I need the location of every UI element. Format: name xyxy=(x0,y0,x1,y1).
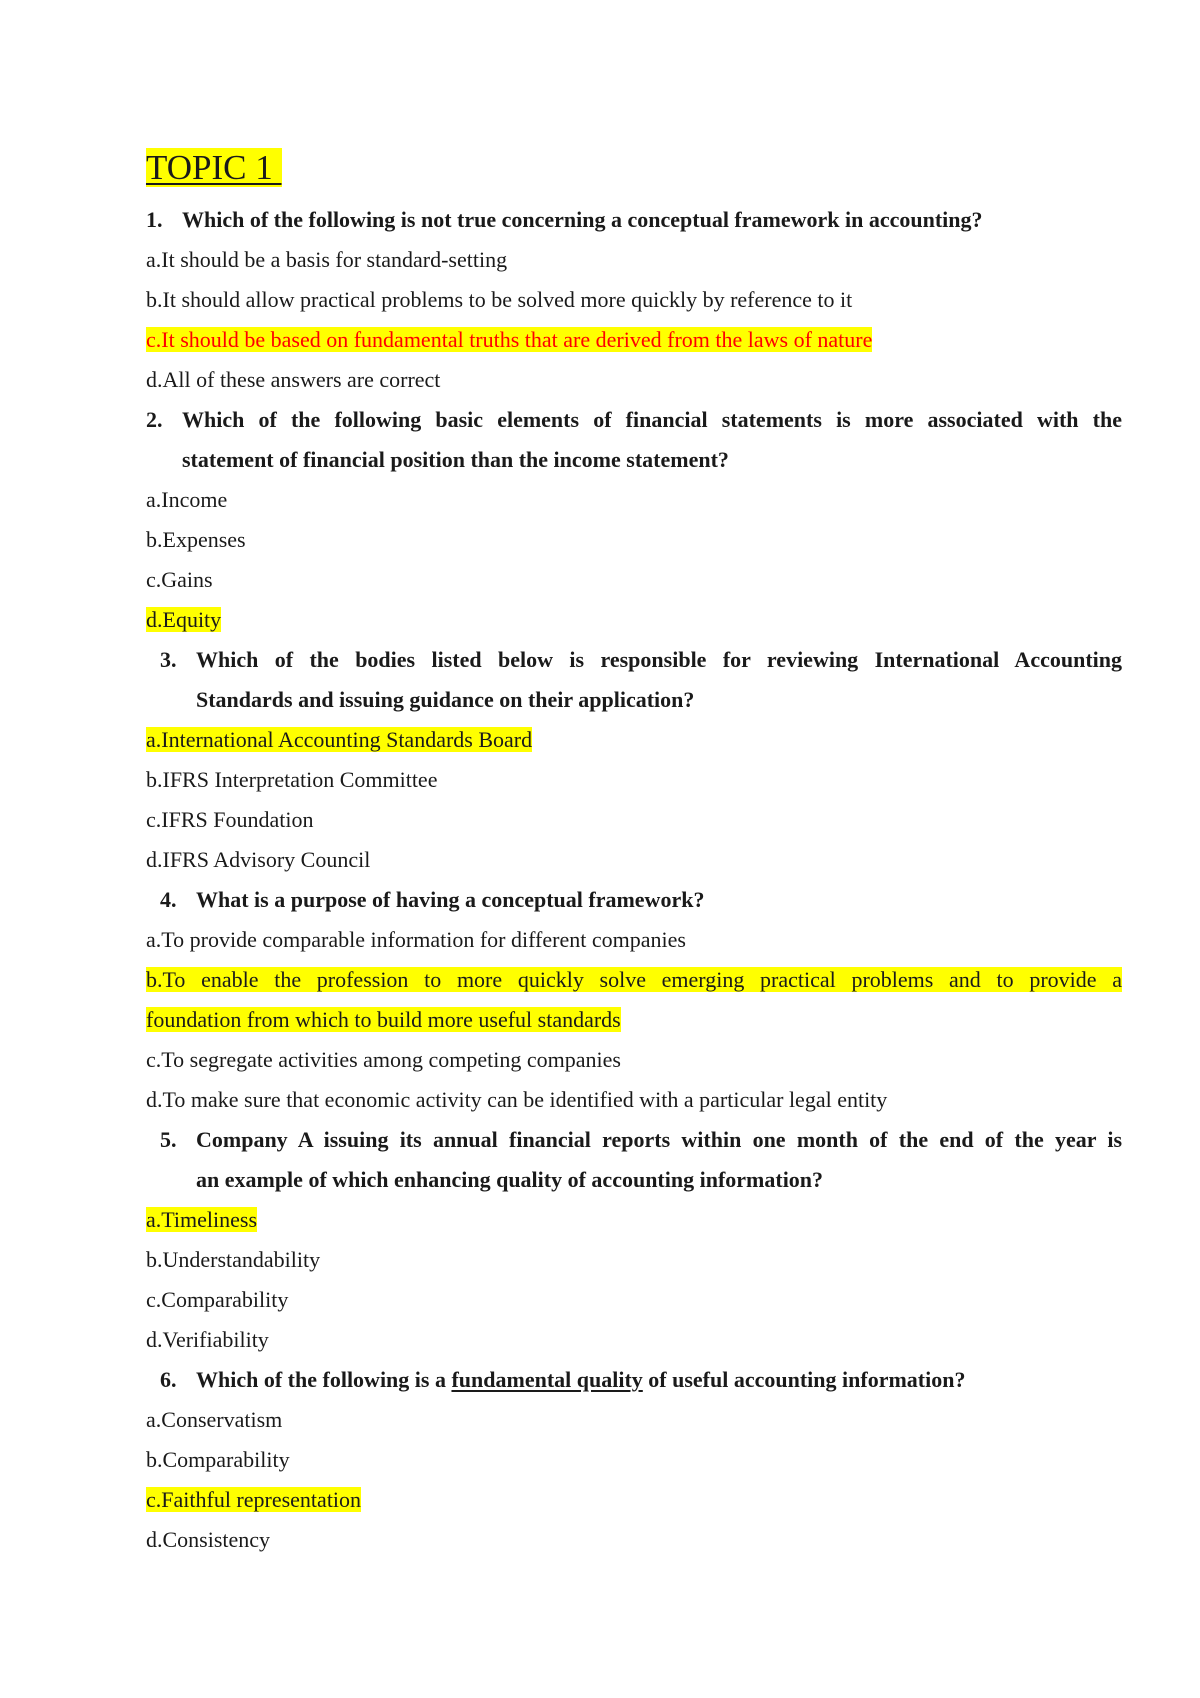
option-6a: a.Conservatism xyxy=(146,1407,283,1432)
option-5c: c.Comparability xyxy=(146,1287,289,1312)
question-number: 4. xyxy=(160,887,177,912)
question-text: Company A issuing its annual financial reports within one month of the end of the year is xyxy=(196,1127,1122,1152)
option-3d: d.IFRS Advisory Council xyxy=(146,847,371,872)
option-4d: d.To make sure that economic activity can be identified with a particular legal entity xyxy=(146,1087,888,1112)
option-4a: a.To provide comparable information for different companies xyxy=(146,927,686,952)
question-text-post: of useful accounting information? xyxy=(642,1367,966,1392)
option-4c: c.To segregate activities among competing companies xyxy=(146,1047,621,1072)
page-title xyxy=(146,146,282,190)
option-1b: b.It should allow practical problems to be solved more quickly by reference to it xyxy=(146,287,853,312)
option-2c: c.Gains xyxy=(146,567,213,592)
option-1c-answer: c.It should be based on fundamental truths that are derived from the laws of nature xyxy=(146,327,873,352)
question-6 xyxy=(160,1365,965,1395)
question-text: Which of the following is not true concerning a conceptual framework in accounting? xyxy=(182,207,983,232)
question-4 xyxy=(160,885,704,915)
question-number: 3. xyxy=(160,647,177,672)
option-6b: b.Comparability xyxy=(146,1447,290,1472)
option-5b: b.Understandability xyxy=(146,1247,321,1272)
question-2-continued: statement of financial position than the income statement? xyxy=(182,447,729,472)
option-2b: b.Expenses xyxy=(146,527,246,552)
option-6c-answer: c.Faithful representation xyxy=(146,1487,362,1512)
question-number: 2. xyxy=(146,407,163,432)
question-5-continued: an example of which enhancing quality of accounting information? xyxy=(196,1167,824,1192)
option-1d: d.All of these answers are correct xyxy=(146,367,441,392)
question-3-continued: Standards and issuing guidance on their application? xyxy=(196,687,695,712)
option-4b-answer: b.To enable the profession to more quickly solve emerging practical problems and to provide a xyxy=(146,967,1122,992)
question-text-underlined: fundamental quality xyxy=(451,1367,643,1392)
question-2 xyxy=(146,405,1122,435)
question-text: What is a purpose of having a conceptual framework? xyxy=(196,887,705,912)
option-6d: d.Consistency xyxy=(146,1527,271,1552)
question-1 xyxy=(146,205,983,235)
topic-title: TOPIC 1 xyxy=(146,148,282,187)
option-3a-answer: a.International Accounting Standards Board xyxy=(146,727,533,752)
option-5d: d.Verifiability xyxy=(146,1327,269,1352)
option-4b-answer-continued: foundation from which to build more useful standards xyxy=(146,1007,621,1032)
question-5 xyxy=(160,1125,1122,1155)
option-3c: c.IFRS Foundation xyxy=(146,807,314,832)
option-3b: b.IFRS Interpretation Committee xyxy=(146,767,438,792)
question-text: Which of the following basic elements of financial statements is more associated with the xyxy=(182,407,1122,432)
option-1a: a.It should be a basis for standard-setting xyxy=(146,247,508,272)
question-number: 6. xyxy=(160,1367,177,1392)
question-text: Which of the bodies listed below is responsible for reviewing International Accounting xyxy=(196,647,1122,672)
question-3 xyxy=(160,645,1122,675)
option-5a-answer: a.Timeliness xyxy=(146,1207,258,1232)
question-text-pre: Which of the following is a xyxy=(196,1367,452,1392)
option-2d-answer: d.Equity xyxy=(146,607,222,632)
question-number: 5. xyxy=(160,1127,177,1152)
question-number: 1. xyxy=(146,207,163,232)
option-2a: a.Income xyxy=(146,487,228,512)
